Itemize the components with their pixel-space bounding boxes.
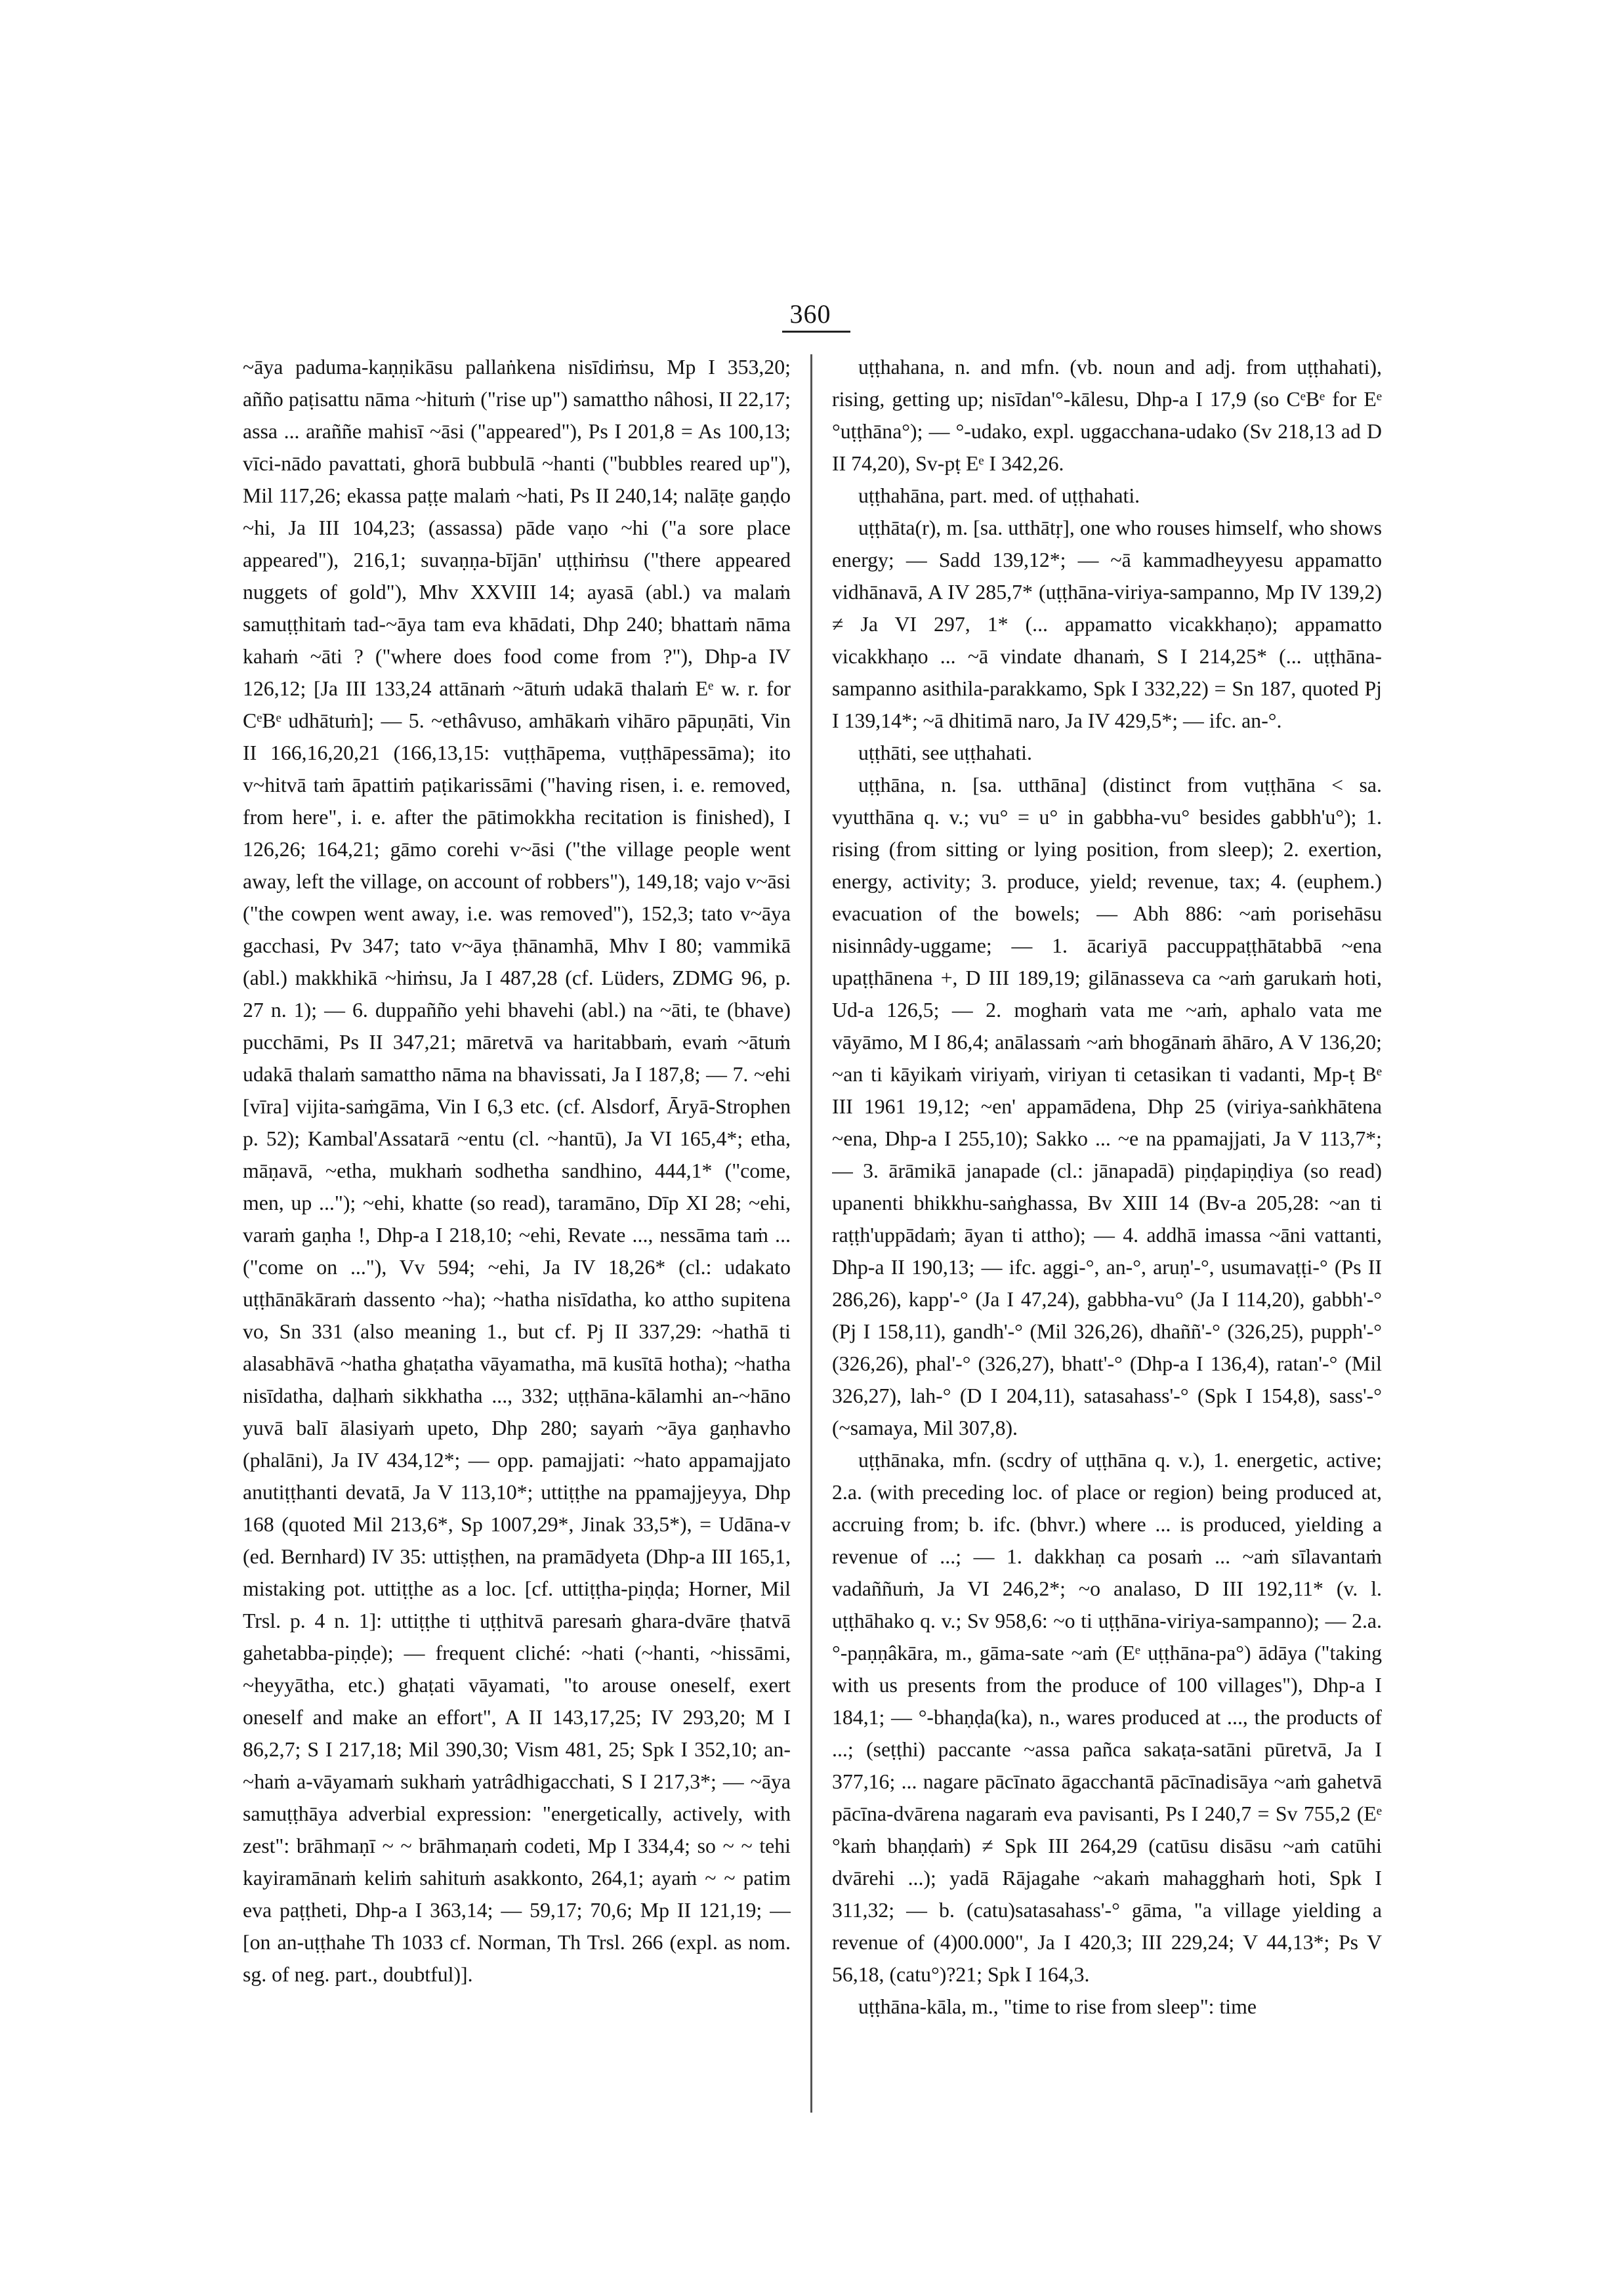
entry-utthahana-part: uṭṭhahāna, part. med. of uṭṭhahati. [858,484,1140,507]
right-column [832,351,1382,2129]
left-column [243,351,791,2129]
page-number: 360 [789,299,831,329]
header-rule [782,331,850,333]
entry-continuation: ~āya paduma-kaṇṇikāsu pallaṅkena nisīdiṁsu, Mp I 353,20; añño paṭisattu nāma ~hituṁ ("rise up") samattho nâhosi, II 22,17; assa ... araññe mahisī ~āsi ("appeared"), Ps I 201,8 = As 100,13; vīci-nādo pavattati, ghorā bubbulā ~hanti ("bubbles reared up"), Mil 117,26; ekassa paṭṭe malaṁ ~hati, Ps II 240,14; nalāṭe gaṇḍo ~hi, Ja III 104,23; (assassa) pāde vaṇo ~hi ("a sore place appeared"), 216,1; suvaṇṇa-bījān' uṭṭhiṁsu ("there appeared nuggets of gold"), Mhv XXVIII 14; ayasā (abl.) va malaṁ samuṭṭhitaṁ tad-~āya tam eva khādati, Dhp 240; bhattaṁ nāma kahaṁ ~āti ? ("where does food come from ?"), Dhp-a IV 126,12; [Ja III 133,24 attānaṁ ~ātuṁ udakā thalaṁ Eᵉ w. r. for CᵉBᵉ udhātuṁ]; — 5. ~ethâvuso, amhākaṁ vihāro pāpuṇāti, Vin II 166,16,20,21 (166,13,15: vuṭṭhāpema, vuṭṭhāpessāma); ito v~hitvā taṁ āpattiṁ paṭikarissāmi ("having risen, i. e. removed, from here", i. e. after the pātimokkha recitation is finished), I 126,26; 164,21; gāmo corehi v~āsi ("the village people went away, left the village, on account of robbers"), 149,18; vajo v~āsi ("the cowpen went away, i.e. was removed"), 152,3; tato v~āya gacchasi, Pv 347; tato v~āya ṭhānamhā, Mhv I 80; vammikā (abl.) makkhikā ~hiṁsu, Ja I 487,28 (cf. Lüders, ZDMG 96, p. 27 n. 1); — 6. duppañño yehi bhavehi (abl.) na ~āti, te (bhave) pucchāmi, Ps II 347,21; māretvā va haritabbaṁ, evaṁ ~ātuṁ udakā thalaṁ samattho nāma na bhavissati, Ja I 187,8; — 7. ~ehi [vīra] vijita-saṁgāma, Vin I 6,3 etc. (cf. Alsdorf, Āryā-Strophen p. 52); Kambal'Assatarā ~entu (cl. ~hantū), Ja VI 165,4*; etha, māṇavā, ~etha, mukhaṁ sodhetha sandhino, 444,1* ("come, men, up ..."); ~ehi, khatte (so read), taramāno, Dīp XI 28; ~ehi, varaṁ gaṇha !, Dhp-a I 218,10; ~ehi, Revate ..., nessāma taṁ ... ("come on ..."), Vv 594; ~ehi, Ja IV 18,26* (cl.: udakato uṭṭhānākāraṁ dassento ~ha); ~hatha nisīdatha, ko attho supitena vo, Sn 331 (also meaning 1., but cf. Pj II 337,29: ~hathā ti alasabhāvā ~hatha ghaṭatha vāyamatha, mā kusītā hotha); ~hatha nisīdatha, daḷhaṁ sikkhatha ..., 332; uṭṭhāna-kālamhi an-~hāno yuvā balī ālasiyaṁ upeto, Dhp 280; sayaṁ ~āya gaṇhavho (phalāni), Ja IV 434,12*; — opp. pamajjati: ~hato appamajjato anutiṭṭhanti devatā, Ja V 113,10*; uttiṭṭhe na ppamajjeyya, Dhp 168 (quoted Mil 213,6*, Sp 1007,29*, Jinak 33,5*), = Udāna-v (ed. Bernhard) IV 35: uttiṣṭhen, na pramādyeta (Dhp-a III 165,1, mistaking pot. uttiṭṭhe as a loc. [cf. uttiṭṭha-piṇḍa; Horner, Mil Trsl. p. 4 n. 1]: uttiṭṭhe ti uṭṭhitvā paresaṁ ghara-dvāre ṭhatvā gahetabba-piṇḍe); — frequent cliché: ~hati (~hanti, ~hissāmi, ~heyyātha, etc.) ghaṭati vāyamati, "to arouse oneself, exert oneself and make an effort", A II 143,17,25; IV 293,20; M I 86,2,7; S I 217,18; Mil 390,30; Vism 481, 25; Spk I 352,10; an-~haṁ a-vāyamaṁ sukhaṁ yatrâdhigacchati, S I 217,3*; — ~āya samuṭṭhāya adverbial expression: "energetically, actively, with zest": brāhmaṇī ~ ~ brāhmaṇaṁ codeti, Mp I 334,4; so ~ ~ tehi kayiramānaṁ keliṁ sahituṁ asakkonto, 264,1; ayaṁ ~ ~ patim eva paṭṭheti, Dhp-a I 363,14; — 59,17; 70,6; Mp II 121,19; — [on an-uṭṭhahe Th 1033 cf. Norman, Th Trsl. 266 (expl. as nom. sg. of neg. part., doubtful)]. [243,356,791,1986]
entry-utthanaka: uṭṭhānaka, mfn. (scdry of uṭṭhāna q. v.), 1. energetic, active; 2.a. (with preceding loc. of place or region) being produced at, accruing from; b. ifc. (bhvr.) where ... is produced, yielding a revenue of ...; — 1. dakkhaṇ ca posaṁ ... ~aṁ sīlavantaṁ vadaññuṁ, Ja VI 246,2*; ~o analaso, D III 192,11* (v. l. uṭṭhāhako q. v.; Sv 958,6: ~o ti uṭṭhāna-viriya-sampanno); — 2.a. °-paṇṇâkāra, m., gāma-sate ~aṁ (Eᵉ uṭṭhāna-pa°) ādāya ("taking with us presents from the produce of 100 villages"), Dhp-a I 184,1; — °-bhaṇḍa(ka), n., wares produced at ..., the products of ...; (seṭṭhi) paccante ~assa pañca sakaṭa-satāni pūretvā, Ja I 377,16; ... nagare pācīnato āgacchantā pācīnadisāya ~aṁ gahetvā pācīna-dvārena nagaraṁ eva pavisanti, Ps I 240,7 = Sv 755,2 (Eᵉ °kaṁ bhaṇḍaṁ) ≠ Spk III 264,29 (catūsu disāsu ~aṁ catūhi dvārehi ...); yadā Rājagahe ~akaṁ mahagghaṁ hoti, Spk I 311,32; — b. (catu)satasahass'-° gāma, "a village yielding a revenue of (4)00.000", Ja I 420,3; III 229,24; V 44,13*; Ps V 56,18, (catu°)?21; Spk I 164,3. [832,1449,1382,1986]
entry-utthahana: uṭṭhahana, n. and mfn. (vb. noun and adj. from uṭṭhahati), rising, getting up; nisīdan'°-kālesu, Dhp-a I 17,9 (so CᵉBᵉ for Eᵉ °uṭṭhāna°); — °-udako, expl. uggacchana-udako (Sv 218,13 ad D II 74,20), Sv-pṭ Eᵉ I 342,26. [832,356,1382,475]
entry-utthatar: uṭṭhāta(r), m. [sa. utthātṛ], one who rouses himself, who shows energy; — Sadd 139,12*; — ~ā kammadheyyesu appamatto vidhānavā, A IV 285,7* (uṭṭhāna-viriya-sampanno, Mp IV 139,2) ≠ Ja VI 297, 1* (... appamatto vicakkhaṇo); appamatto vicakkhaṇo ... ~ā vindate dhanaṁ, S I 214,25* (... uṭṭhāna-sampanno asithila-parakkamo, Spk I 332,22) = Sn 187, quoted Pj I 139,14*; ~ā dhitimā naro, Ja IV 429,5*; — ifc. an-°. [832,516,1382,732]
entry-utthana: uṭṭhāna, n. [sa. utthāna] (distinct from vuṭṭhāna < sa. vyutthāna q. v.; vu° = u° in gabbha-vu° besides gabbh'u°); 1. rising (from sitting or lying position, from sleep); 2. exertion, energy, activity; 3. produce, yield; revenue, tax; 4. (euphem.) evacuation of the bowels; — Abh 886: ~aṁ porisehāsu nisinnâdy-uggame; — 1. ācariyā paccuppaṭṭhātabbā ~ena upaṭṭhānena +, D III 189,19; gilānasseva ca ~aṁ garukaṁ hoti, Ud-a 126,5; — 2. moghaṁ vata me ~aṁ, aphalo vata me vāyāmo, M I 86,4; anālassaṁ ~aṁ bhogānaṁ āhāro, A V 136,20; ~an ti kāyikaṁ viriyaṁ, viriyan ti cetasikan ti vadanti, Mp-ṭ Bᵉ III 1961 19,12; ~en' appamādena, Dhp 25 (viriya-saṅkhātena ~ena, Dhp-a I 255,10); Sakko ... ~e na ppamajjati, Ja V 113,7*; — 3. ārāmikā janapade (cl.: jānapadā) piṇḍapiṇḍiya (so read) upanenti bhikkhu-saṅghassa, Bv XIII 14 (Bv-a 205,28: ~an ti raṭṭh'uppādaṁ; āyan ti attho); — 4. addhā imassa ~āni vattanti, Dhp-a II 190,13; — ifc. aggi-°, an-°, aruṇ'-°, usumavaṭṭi-° (Ps II 286,26), kapp'-° (Ja I 47,24), gabbha-vu° (Ja I 114,20), gabbh'-° (Pj I 158,11), gandh'-° (Mil 326,26), dhaññ'-° (326,25), pupph'-° (326,26), phal'-° (326,27), bhatt'-° (Dhp-a I 136,4), ratan'-° (Mil 326,27), lah-° (D I 204,11), satasahass'-° (Spk I 154,8), sass'-° (~samaya, Mil 307,8). [832,774,1382,1439]
column-divider [810,354,812,2113]
entry-utthati: uṭṭhāti, see uṭṭhahati. [858,741,1032,764]
entry-utthana-kala: uṭṭhāna-kāla, m., "time to rise from sleep": time [858,1995,1257,2018]
